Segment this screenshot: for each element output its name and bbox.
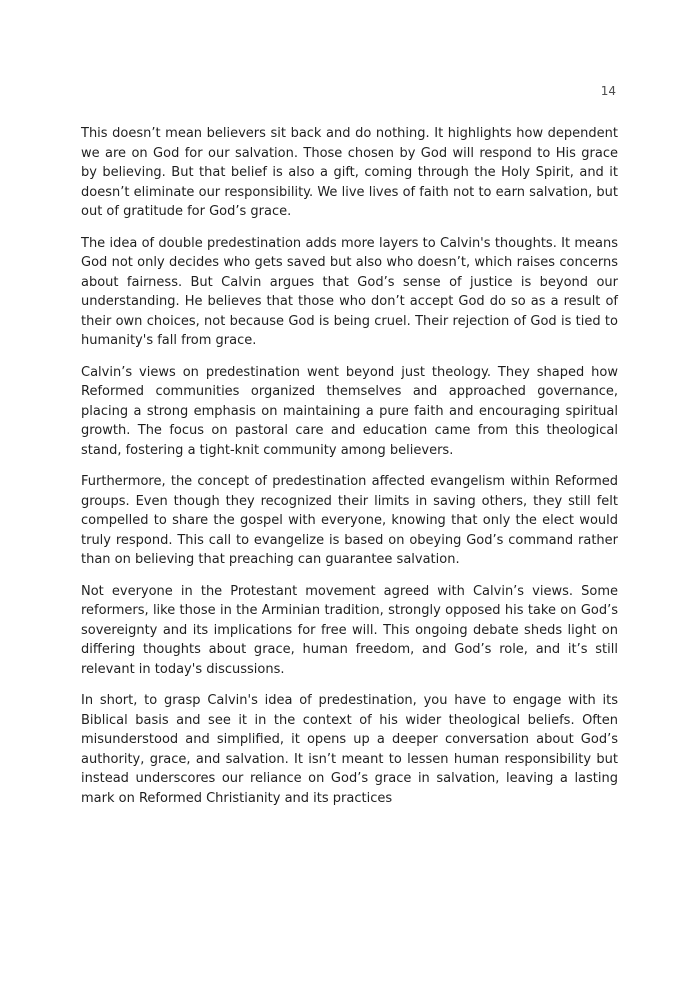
- paragraph: Not everyone in the Protestant movement agreed with Calvin’s views. Some reformers, like those in the Arminian tradition, strongly opposed his take on God’s sovereignty and its implications for free will. This ongoing debate sheds light on differing thoughts about grace, human freedom, and God’s role, and it’s still relevant in today's discussions.: [81, 583, 618, 677]
- paragraph: Furthermore, the concept of predestination affected evangelism within Reformed groups. Even though they recognized their limits in saving others, they still felt compelled to share the gospel with everyone, knowing that only the elect would truly respond. This call to evangelize is based on obeying God’s command rather than on believing that preaching can guarantee salvation.: [81, 474, 618, 567]
- paragraph: This doesn’t mean believers sit back and do nothing. It highlights how dependent we are on God for our salvation. Those chosen by God will respond to His grace by believing. But that belief is also a gift, coming through the Holy Spirit, and it doesn’t eliminate our responsibility. We live lives of faith not to earn salvation, but out of gratitude for God’s grace.: [81, 126, 618, 219]
- page-number: 14: [600, 84, 616, 98]
- paragraph: The idea of double predestination adds more layers to Calvin's thoughts. It means God not only decides who gets saved but also who doesn’t, which raises concerns about fairness. But Calvin argues that God’s sense of justice is beyond our understanding. He believes that those who don’t accept God do so as a result of their own choices, not because God is being cruel. Their rejection of God is tied to humanity's fall from grace.: [81, 235, 618, 348]
- paragraph: Calvin’s views on predestination went beyond just theology. They shaped how Reformed communities organized themselves and approached governance, placing a strong emphasis on maintaining a pure faith and encouraging spiritual growth. The focus on pastoral care and education came from this theological stand, fostering a tight-knit community among believers.: [81, 364, 618, 458]
- page-body: [81, 124, 618, 808]
- paragraph: In short, to grasp Calvin's idea of predestination, you have to engage with its Biblical basis and see it in the context of his wider theological beliefs. Often misunderstood and simplified, it opens up a deeper conversation about God’s authority, grace, and salvation. It isn’t meant to lessen human responsibility but instead underscores our reliance on God’s grace in salvation, leaving a lasting mark on Reformed Christianity and its practices: [81, 693, 618, 806]
